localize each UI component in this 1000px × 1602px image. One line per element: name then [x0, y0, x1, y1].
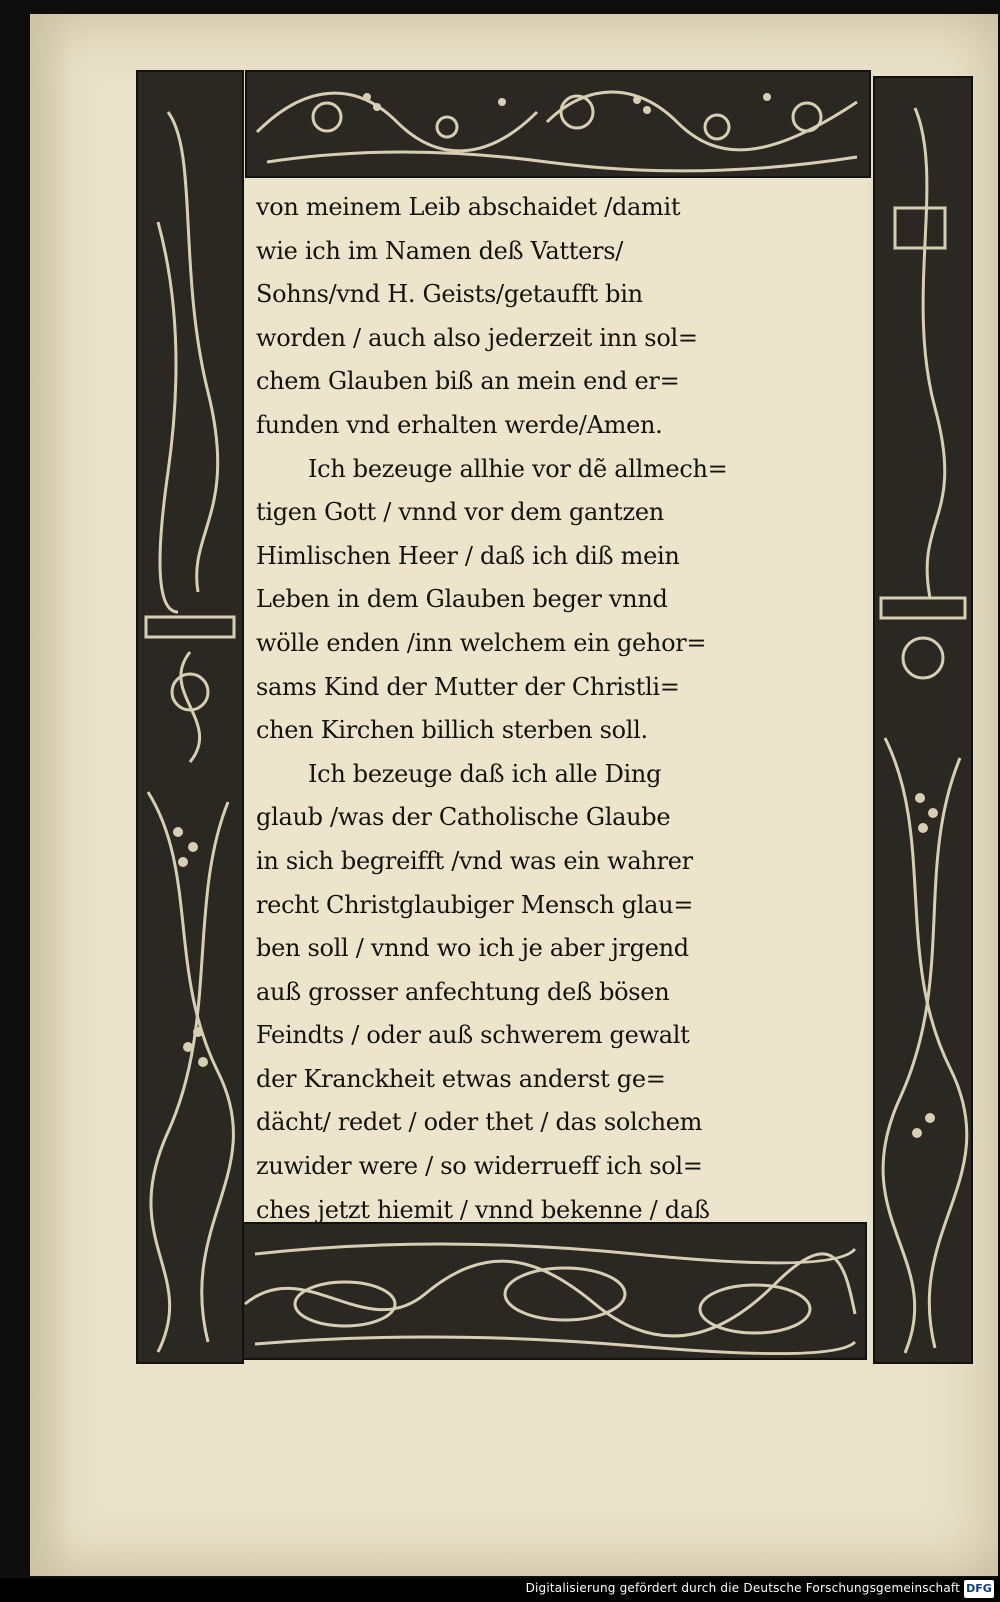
page-text — [256, 186, 866, 1232]
text-line: Ich bezeuge allhie vor dẽ allmech= — [308, 454, 728, 483]
dfg-logo: DFG — [964, 1580, 994, 1598]
ornament-bottom-image — [235, 1224, 865, 1358]
text-line: dächt/ redet / oder thet / das solchem — [256, 1108, 703, 1137]
text-line: Sohns/vnd H. Geists/getaufft bin — [256, 280, 643, 309]
text-line: ben soll / vnnd wo ich je aber jrgend — [256, 934, 689, 963]
page-edge-shadow — [30, 14, 70, 1576]
text-line: Himlischen Heer / daß ich diß mein — [256, 541, 680, 570]
text-line: recht Christglaubiger Mensch glau= — [256, 890, 694, 919]
ornament-left-figure-image — [138, 72, 242, 1362]
woodcut-border-bottom — [233, 1222, 867, 1360]
text-line: zuwider were / so widerrueff ich sol= — [256, 1152, 703, 1181]
text-line: chem Glauben biß an mein end er= — [256, 367, 680, 396]
text-line: worden / auch also jederzeit inn sol= — [256, 323, 698, 352]
text-line: ches jetzt hiemit / vnnd bekenne / daß — [256, 1195, 710, 1224]
woodcut-border-top — [245, 70, 871, 178]
text-line: tigen Gott / vnnd vor dem gantzen — [256, 498, 664, 527]
text-line: sams Kind der Mutter der Christli= — [256, 672, 680, 701]
text-line: in sich begreifft /vnd was ein wahrer — [256, 846, 693, 875]
text-line: wie ich im Namen deß Vatters/ — [256, 236, 624, 265]
ornament-top-image — [247, 72, 869, 176]
woodcut-border-left — [136, 70, 244, 1364]
woodcut-border-right — [873, 76, 973, 1364]
text-line: von meinem Leib abschaidet /damit — [256, 193, 681, 221]
text-line: auß grosser anfechtung deß bösen — [256, 977, 670, 1006]
ornament-right-figure-image — [875, 78, 971, 1362]
digitization-credit: Digitalisierung gefördert durch die Deutsche Forschungsgemeinschaft — [525, 1581, 960, 1595]
text-line: wölle enden /inn welchem ein gehor= — [256, 628, 707, 657]
text-line: Feindts / oder auß schwerem gewalt — [256, 1021, 690, 1050]
text-line: Ich bezeuge daß ich alle Ding — [308, 759, 662, 788]
text-line: chen Kirchen billich sterben soll. — [256, 716, 648, 745]
text-line: der Kranckheit etwas anderst ge= — [256, 1064, 666, 1093]
text-line: funden vnd erhalten werde/Amen. — [256, 410, 663, 439]
text-line: glaub /was der Catholische Glaube — [256, 803, 671, 832]
text-line: Leben in dem Glauben beger vnnd — [256, 585, 668, 614]
